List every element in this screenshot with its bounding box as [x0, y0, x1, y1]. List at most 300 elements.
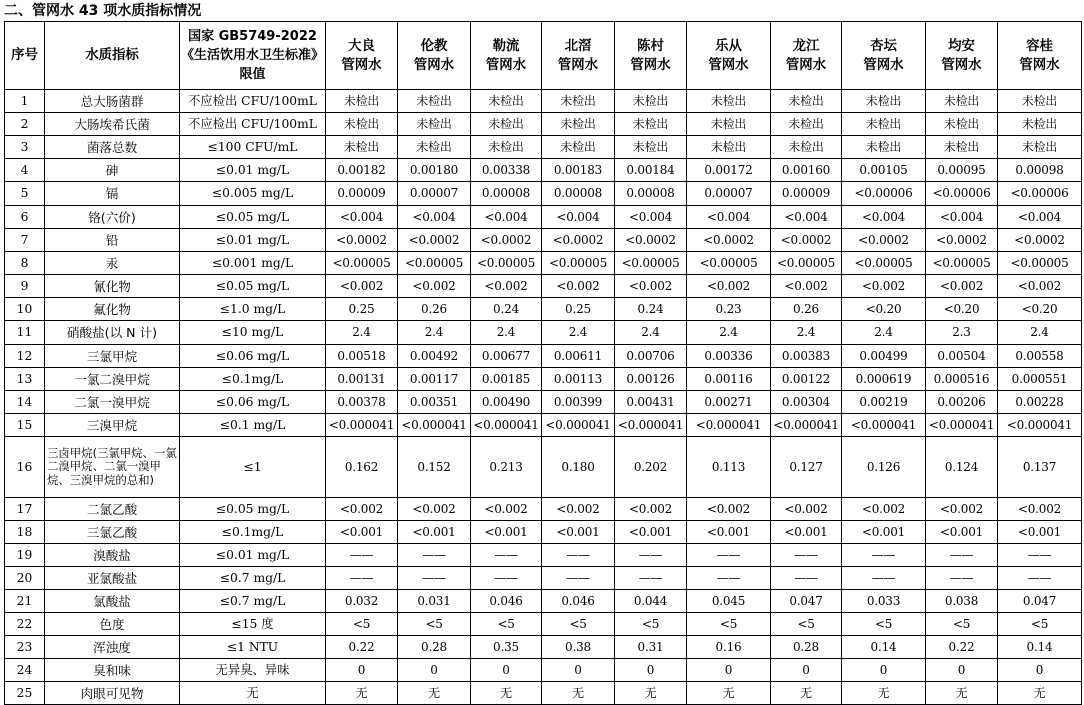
- indicator-cell: 三氯乙酸: [45, 521, 180, 544]
- header-station: 杏坛 管网水: [842, 22, 926, 90]
- row-number: 2: [5, 113, 45, 136]
- value-cell: 0.180: [542, 437, 615, 498]
- standard-limit-cell: ≤0.06 mg/L: [180, 391, 326, 414]
- value-cell: 0.00098: [998, 159, 1082, 182]
- value-cell: 0.047: [998, 590, 1082, 613]
- table-row: [5, 613, 1082, 636]
- row-number: 1: [5, 90, 45, 113]
- value-cell: 0.00160: [771, 159, 842, 182]
- value-cell: 2.4: [771, 321, 842, 345]
- value-cell: ——: [998, 567, 1082, 590]
- header-indicator: 水质指标: [45, 22, 180, 90]
- table-row: [5, 414, 1082, 437]
- value-cell: 0: [687, 659, 771, 682]
- row-number: 19: [5, 544, 45, 567]
- value-cell: <0.0002: [471, 229, 542, 252]
- value-cell: <5: [615, 613, 687, 636]
- value-cell: 0.28: [398, 636, 471, 659]
- value-cell: 未检出: [998, 113, 1082, 136]
- value-cell: 未检出: [926, 136, 998, 159]
- value-cell: <5: [926, 613, 998, 636]
- header-standard: 国家 GB5749-2022《生活饮用水卫生标准》限值: [180, 22, 326, 90]
- value-cell: 未检出: [687, 136, 771, 159]
- value-cell: <0.0002: [771, 229, 842, 252]
- value-cell: <0.001: [326, 521, 398, 544]
- value-cell: <0.001: [771, 521, 842, 544]
- value-cell: 未检出: [926, 90, 998, 113]
- indicator-cell: 亚氯酸盐: [45, 567, 180, 590]
- value-cell: 未检出: [471, 136, 542, 159]
- value-cell: <0.000041: [615, 414, 687, 437]
- value-cell: ——: [771, 544, 842, 567]
- value-cell: <0.004: [926, 206, 998, 229]
- value-cell: 未检出: [542, 90, 615, 113]
- value-cell: <5: [398, 613, 471, 636]
- value-cell: <0.002: [842, 275, 926, 298]
- indicator-cell: 一氯二溴甲烷: [45, 368, 180, 391]
- value-cell: <5: [471, 613, 542, 636]
- value-cell: 0.31: [615, 636, 687, 659]
- table-row: [5, 567, 1082, 590]
- value-cell: <5: [687, 613, 771, 636]
- value-cell: 未检出: [771, 90, 842, 113]
- value-cell: 0.00182: [326, 159, 398, 182]
- value-cell: ——: [326, 544, 398, 567]
- value-cell: 0.23: [687, 298, 771, 321]
- value-cell: 0.00219: [842, 391, 926, 414]
- indicator-cell: 二氯一溴甲烷: [45, 391, 180, 414]
- value-cell: 0.00336: [687, 345, 771, 368]
- value-cell: 未检出: [398, 90, 471, 113]
- header-station: 龙江 管网水: [771, 22, 842, 90]
- value-cell: <0.00005: [771, 252, 842, 275]
- row-number: 21: [5, 590, 45, 613]
- row-number: 14: [5, 391, 45, 414]
- value-cell: <0.00005: [615, 252, 687, 275]
- value-cell: 无: [615, 682, 687, 705]
- value-cell: <0.004: [687, 206, 771, 229]
- value-cell: <0.000041: [326, 414, 398, 437]
- value-cell: 0.213: [471, 437, 542, 498]
- row-number: 3: [5, 136, 45, 159]
- header-station: 伦教 管网水: [398, 22, 471, 90]
- value-cell: <0.004: [326, 206, 398, 229]
- row-number: 10: [5, 298, 45, 321]
- value-cell: 0.00185: [471, 368, 542, 391]
- value-cell: 2.4: [842, 321, 926, 345]
- value-cell: 0.032: [326, 590, 398, 613]
- value-cell: ——: [771, 567, 842, 590]
- value-cell: 0.038: [926, 590, 998, 613]
- value-cell: 0.047: [771, 590, 842, 613]
- value-cell: 0.00338: [471, 159, 542, 182]
- value-cell: 0.00271: [687, 391, 771, 414]
- value-cell: <0.0002: [998, 229, 1082, 252]
- standard-limit-cell: ≤0.1 mg/L: [180, 414, 326, 437]
- row-number: 16: [5, 437, 45, 498]
- value-cell: 0: [615, 659, 687, 682]
- value-cell: <0.004: [842, 206, 926, 229]
- value-cell: <0.002: [326, 275, 398, 298]
- value-cell: 0.16: [687, 636, 771, 659]
- table-row: [5, 275, 1082, 298]
- standard-limit-cell: ≤100 CFU/mL: [180, 136, 326, 159]
- row-number: 8: [5, 252, 45, 275]
- indicator-cell: 氟化物: [45, 298, 180, 321]
- value-cell: ——: [326, 567, 398, 590]
- value-cell: 无: [842, 682, 926, 705]
- value-cell: 0.044: [615, 590, 687, 613]
- table-body: [5, 90, 1082, 705]
- value-cell: 未检出: [398, 136, 471, 159]
- value-cell: 0: [471, 659, 542, 682]
- value-cell: 0.00105: [842, 159, 926, 182]
- standard-limit-cell: ≤0.7 mg/L: [180, 567, 326, 590]
- value-cell: ——: [615, 544, 687, 567]
- standard-limit-cell: ≤0.01 mg/L: [180, 159, 326, 182]
- table-row: [5, 682, 1082, 705]
- value-cell: <0.20: [998, 298, 1082, 321]
- value-cell: 0.00611: [542, 345, 615, 368]
- value-cell: 未检出: [998, 90, 1082, 113]
- header-row: [5, 22, 1082, 90]
- indicator-cell: 镉: [45, 182, 180, 206]
- table-row: [5, 113, 1082, 136]
- value-cell: 0.00095: [926, 159, 998, 182]
- value-cell: <5: [998, 613, 1082, 636]
- value-cell: 未检出: [471, 90, 542, 113]
- value-cell: <0.00006: [842, 182, 926, 206]
- row-number: 9: [5, 275, 45, 298]
- value-cell: 0.031: [398, 590, 471, 613]
- value-cell: <0.0002: [398, 229, 471, 252]
- value-cell: 0.00008: [615, 182, 687, 206]
- value-cell: 0.28: [771, 636, 842, 659]
- value-cell: 0: [842, 659, 926, 682]
- value-cell: 0.00492: [398, 345, 471, 368]
- indicator-cell: 大肠埃希氏菌: [45, 113, 180, 136]
- value-cell: 0.24: [471, 298, 542, 321]
- value-cell: <0.002: [926, 498, 998, 521]
- value-cell: 未检出: [842, 113, 926, 136]
- value-cell: 0.00490: [471, 391, 542, 414]
- value-cell: <0.000041: [398, 414, 471, 437]
- value-cell: 2.4: [542, 321, 615, 345]
- water-quality-table: [4, 21, 1082, 705]
- value-cell: 未检出: [687, 90, 771, 113]
- indicator-cell: 三卤甲烷(三氯甲烷、一氯二溴甲烷、二氯一溴甲烷、三溴甲烷的总和): [45, 437, 180, 498]
- value-cell: 无: [998, 682, 1082, 705]
- header-station: 勒流 管网水: [471, 22, 542, 90]
- indicator-cell: 铅: [45, 229, 180, 252]
- value-cell: <0.00005: [398, 252, 471, 275]
- indicator-cell: 汞: [45, 252, 180, 275]
- table-row: [5, 159, 1082, 182]
- row-number: 15: [5, 414, 45, 437]
- row-number: 24: [5, 659, 45, 682]
- value-cell: 0.00228: [998, 391, 1082, 414]
- table-row: [5, 498, 1082, 521]
- standard-limit-cell: 无异臭、异味: [180, 659, 326, 682]
- value-cell: ——: [398, 567, 471, 590]
- value-cell: 无: [542, 682, 615, 705]
- value-cell: <0.004: [471, 206, 542, 229]
- value-cell: 0.046: [471, 590, 542, 613]
- value-cell: ——: [542, 567, 615, 590]
- table-row: [5, 136, 1082, 159]
- value-cell: <0.002: [771, 498, 842, 521]
- table-row: [5, 659, 1082, 682]
- value-cell: <0.002: [687, 275, 771, 298]
- value-cell: 未检出: [842, 90, 926, 113]
- value-cell: 0: [998, 659, 1082, 682]
- value-cell: 0.152: [398, 437, 471, 498]
- value-cell: 0.046: [542, 590, 615, 613]
- standard-limit-cell: ≤0.05 mg/L: [180, 206, 326, 229]
- value-cell: <0.000041: [542, 414, 615, 437]
- indicator-cell: 硝酸盐(以 N 计): [45, 321, 180, 345]
- value-cell: 0.162: [326, 437, 398, 498]
- value-cell: <0.000041: [771, 414, 842, 437]
- standard-limit-cell: 无: [180, 682, 326, 705]
- header-station: 乐从 管网水: [687, 22, 771, 90]
- value-cell: 0.00113: [542, 368, 615, 391]
- value-cell: 未检出: [326, 136, 398, 159]
- value-cell: 0.00172: [687, 159, 771, 182]
- value-cell: 未检出: [615, 90, 687, 113]
- value-cell: <0.001: [471, 521, 542, 544]
- page-title: 二、管网水 43 项水质指标情况: [4, 3, 202, 19]
- standard-limit-cell: ≤10 mg/L: [180, 321, 326, 345]
- value-cell: <0.001: [842, 521, 926, 544]
- value-cell: <0.002: [926, 275, 998, 298]
- indicator-cell: 总大肠菌群: [45, 90, 180, 113]
- indicator-cell: 铬(六价): [45, 206, 180, 229]
- value-cell: <0.0002: [542, 229, 615, 252]
- value-cell: <0.00005: [687, 252, 771, 275]
- value-cell: <0.002: [771, 275, 842, 298]
- value-cell: <0.0002: [842, 229, 926, 252]
- value-cell: 无: [687, 682, 771, 705]
- table-row: [5, 437, 1082, 498]
- value-cell: ——: [842, 544, 926, 567]
- value-cell: <0.000041: [998, 414, 1082, 437]
- value-cell: 0.000516: [926, 368, 998, 391]
- value-cell: <0.004: [398, 206, 471, 229]
- value-cell: 0.24: [615, 298, 687, 321]
- standard-limit-cell: 不应检出 CFU/100mL: [180, 113, 326, 136]
- value-cell: ——: [687, 567, 771, 590]
- indicator-cell: 溴酸盐: [45, 544, 180, 567]
- value-cell: 0.033: [842, 590, 926, 613]
- indicator-cell: 氰化物: [45, 275, 180, 298]
- value-cell: 0.26: [398, 298, 471, 321]
- value-cell: <0.0002: [326, 229, 398, 252]
- value-cell: <5: [842, 613, 926, 636]
- value-cell: <0.002: [326, 498, 398, 521]
- standard-limit-cell: ≤1: [180, 437, 326, 498]
- value-cell: 0.35: [471, 636, 542, 659]
- value-cell: 0.000619: [842, 368, 926, 391]
- value-cell: <0.000041: [471, 414, 542, 437]
- value-cell: 0.00117: [398, 368, 471, 391]
- table-row: [5, 391, 1082, 414]
- value-cell: 0.00007: [398, 182, 471, 206]
- value-cell: 0.26: [771, 298, 842, 321]
- standard-limit-cell: ≤0.001 mg/L: [180, 252, 326, 275]
- value-cell: <0.004: [998, 206, 1082, 229]
- value-cell: 0.00008: [471, 182, 542, 206]
- value-cell: 0.00184: [615, 159, 687, 182]
- value-cell: <0.002: [842, 498, 926, 521]
- value-cell: 2.3: [926, 321, 998, 345]
- value-cell: 0.14: [998, 636, 1082, 659]
- value-cell: <0.001: [542, 521, 615, 544]
- indicator-cell: 二氯乙酸: [45, 498, 180, 521]
- value-cell: 未检出: [542, 113, 615, 136]
- value-cell: <0.002: [542, 498, 615, 521]
- row-number: 20: [5, 567, 45, 590]
- header-station: 均安 管网水: [926, 22, 998, 90]
- value-cell: <0.0002: [687, 229, 771, 252]
- value-cell: 0.00383: [771, 345, 842, 368]
- value-cell: 0.38: [542, 636, 615, 659]
- row-number: 12: [5, 345, 45, 368]
- indicator-cell: 肉眼可见物: [45, 682, 180, 705]
- indicator-cell: 氯酸盐: [45, 590, 180, 613]
- table-row: [5, 368, 1082, 391]
- value-cell: <0.002: [615, 275, 687, 298]
- indicator-cell: 菌落总数: [45, 136, 180, 159]
- standard-limit-cell: ≤0.1mg/L: [180, 521, 326, 544]
- value-cell: <0.00005: [471, 252, 542, 275]
- value-cell: 0.00378: [326, 391, 398, 414]
- header-station: 陈村 管网水: [615, 22, 687, 90]
- table-row: [5, 321, 1082, 345]
- row-number: 7: [5, 229, 45, 252]
- indicator-cell: 三氯甲烷: [45, 345, 180, 368]
- value-cell: 0.25: [326, 298, 398, 321]
- value-cell: <0.00005: [542, 252, 615, 275]
- value-cell: 0.00706: [615, 345, 687, 368]
- value-cell: 0.14: [842, 636, 926, 659]
- standard-limit-cell: ≤0.005 mg/L: [180, 182, 326, 206]
- indicator-cell: 砷: [45, 159, 180, 182]
- value-cell: 0.00304: [771, 391, 842, 414]
- value-cell: 0.00499: [842, 345, 926, 368]
- value-cell: 0.00126: [615, 368, 687, 391]
- row-number: 25: [5, 682, 45, 705]
- indicator-cell: 三溴甲烷: [45, 414, 180, 437]
- value-cell: 0.127: [771, 437, 842, 498]
- standard-limit-cell: ≤0.05 mg/L: [180, 275, 326, 298]
- value-cell: <0.004: [771, 206, 842, 229]
- value-cell: 0.00007: [687, 182, 771, 206]
- value-cell: <0.002: [998, 275, 1082, 298]
- value-cell: 0.00351: [398, 391, 471, 414]
- value-cell: <0.001: [687, 521, 771, 544]
- standard-limit-cell: 不应检出 CFU/100mL: [180, 90, 326, 113]
- value-cell: <0.002: [471, 275, 542, 298]
- value-cell: <0.002: [542, 275, 615, 298]
- standard-limit-cell: ≤15 度: [180, 613, 326, 636]
- value-cell: 0.00504: [926, 345, 998, 368]
- value-cell: 0.00131: [326, 368, 398, 391]
- value-cell: 未检出: [471, 113, 542, 136]
- value-cell: <0.00006: [998, 182, 1082, 206]
- value-cell: <0.002: [471, 498, 542, 521]
- value-cell: 未检出: [326, 90, 398, 113]
- header-station: 大良 管网水: [326, 22, 398, 90]
- standard-limit-cell: ≤0.1mg/L: [180, 368, 326, 391]
- value-cell: 0.00431: [615, 391, 687, 414]
- value-cell: <0.20: [926, 298, 998, 321]
- value-cell: ——: [615, 567, 687, 590]
- table-row: [5, 298, 1082, 321]
- value-cell: 0.22: [926, 636, 998, 659]
- header-no: 序号: [5, 22, 45, 90]
- value-cell: 0.00183: [542, 159, 615, 182]
- value-cell: <0.20: [842, 298, 926, 321]
- value-cell: 2.4: [326, 321, 398, 345]
- table-row: [5, 590, 1082, 613]
- standard-limit-cell: ≤0.01 mg/L: [180, 544, 326, 567]
- row-number: 4: [5, 159, 45, 182]
- table-row: [5, 521, 1082, 544]
- value-cell: 0.137: [998, 437, 1082, 498]
- value-cell: 0.00677: [471, 345, 542, 368]
- value-cell: 0.00399: [542, 391, 615, 414]
- value-cell: ——: [842, 567, 926, 590]
- value-cell: <0.00005: [842, 252, 926, 275]
- row-number: 5: [5, 182, 45, 206]
- value-cell: 无: [398, 682, 471, 705]
- row-number: 13: [5, 368, 45, 391]
- value-cell: 0: [398, 659, 471, 682]
- header-station: 容桂 管网水: [998, 22, 1082, 90]
- row-number: 22: [5, 613, 45, 636]
- value-cell: 0.00206: [926, 391, 998, 414]
- value-cell: <0.001: [398, 521, 471, 544]
- value-cell: <5: [326, 613, 398, 636]
- value-cell: 0.126: [842, 437, 926, 498]
- value-cell: 未检出: [398, 113, 471, 136]
- value-cell: ——: [926, 544, 998, 567]
- value-cell: 0.00009: [771, 182, 842, 206]
- value-cell: <0.004: [615, 206, 687, 229]
- value-cell: 0.00518: [326, 345, 398, 368]
- value-cell: 0: [326, 659, 398, 682]
- table-row: [5, 252, 1082, 275]
- value-cell: 0: [771, 659, 842, 682]
- value-cell: 2.4: [398, 321, 471, 345]
- value-cell: 未检出: [926, 113, 998, 136]
- indicator-cell: 色度: [45, 613, 180, 636]
- value-cell: <0.002: [998, 498, 1082, 521]
- header-station: 北滘 管网水: [542, 22, 615, 90]
- value-cell: <0.001: [926, 521, 998, 544]
- value-cell: <0.000041: [926, 414, 998, 437]
- value-cell: 0.113: [687, 437, 771, 498]
- row-number: 23: [5, 636, 45, 659]
- value-cell: 0: [542, 659, 615, 682]
- value-cell: 未检出: [615, 113, 687, 136]
- value-cell: ——: [398, 544, 471, 567]
- value-cell: 0.00116: [687, 368, 771, 391]
- value-cell: ——: [687, 544, 771, 567]
- standard-limit-cell: ≤0.01 mg/L: [180, 229, 326, 252]
- row-number: 6: [5, 206, 45, 229]
